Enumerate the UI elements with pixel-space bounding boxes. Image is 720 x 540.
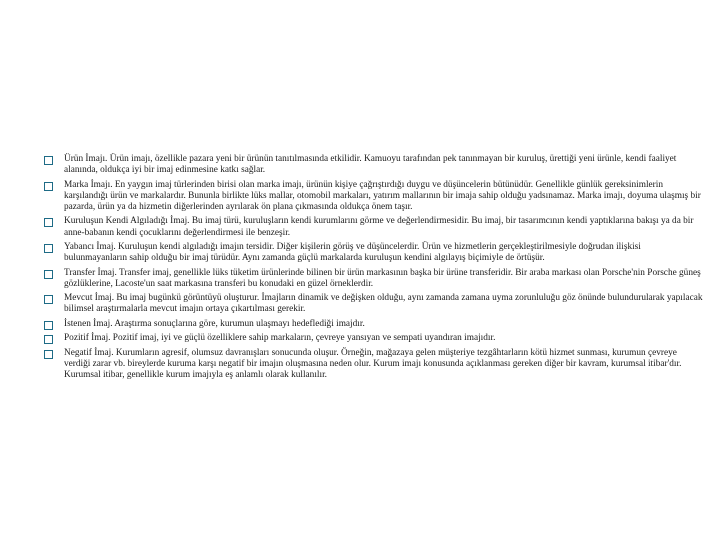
list-item (44, 348, 704, 382)
square-bullet-icon (44, 270, 53, 279)
square-bullet-icon (44, 156, 53, 165)
list-item (44, 216, 704, 238)
square-bullet-icon (44, 321, 53, 330)
list-item-text: Ürün İmajı. Ürün imajı, özellikle pazara yeni bir ürünün tanıtılmasında etkilidir. Kamuoyu tarafından pek tanınmayan bir kuruluş, ürettiği yeni ürünle, kendi faaliyet alanında, oldukça iyi bir imaj edinmesine katkı sağlar. (64, 154, 677, 176)
list-item (44, 242, 704, 264)
list-item-text: Negatif İmaj. Kurumların agresif, olumsuz davranışları sonucunda oluşur. Örneğin, mağazaya gelen müşteriye tezgâhtarların kötü hizmet sunması, kurumun çevreye verdiği zarar vb. bireylerde kuruma karşı negatif bir imajın oluşmasına neden olur. Kurum imajı konusunda açıklanması gereken diğer bir kavram, kurumsal itibar'dır. Kurumsal itibar, genellikle kurum imajıyla eş anlamlı olarak kullanılır. (64, 347, 682, 380)
square-bullet-icon (44, 218, 53, 227)
list-item-text: Marka İmajı. En yaygın imaj türlerinden birisi olan marka imajı, ürünün kişiye çağrıştırdığı duygu ve düşüncelerin bütünüdür. Genellikle günlük gereksinimlerin karşılandığı ürün ve markalardır. Bununla birlikte lüks mallar, otomobil markaları, yatırım mallarının bir imaja sahip olduğu yadsınamaz. Marka imajı, doyuma ulaşmış bir pazarda, ürün ya da hizmetin diğerlerinden ayrılarak ön plana çıkmasında oldukça önem taşır. (64, 179, 701, 212)
list-item-text: İstenen İmaj. Araştırma sonuçlarına göre, kurumun ulaşmayı hedeflediği imajdır. (64, 318, 365, 329)
square-bullet-icon (44, 295, 53, 304)
list-item (44, 333, 704, 344)
list-item (44, 180, 704, 214)
square-bullet-icon (44, 335, 53, 344)
list-item (44, 268, 704, 290)
bullet-list (44, 154, 704, 384)
square-bullet-icon (44, 182, 53, 191)
list-item-text: Pozitif İmaj. Pozitif imaj, iyi ve güçlü özelliklere sahip markaların, çevreye yansıyan ve sempati uyandıran imajıdır. (64, 333, 496, 344)
list-item-text: Transfer İmaj. Transfer imaj, genellikle lüks tüketim ürünlerinde bilinen bir ürün markasının başka bir ürüne transferidir. Bir araba markası olan Porsche'nin Porsche güneş gözlüklerine, Lacoste'un saat markasına transferi bu konudaki en güzel örneklerdir. (64, 267, 701, 289)
list-item-text: Yabancı İmaj. Kuruluşun kendi algıladığı imajın tersidir. Diğer kişilerin görüş ve düşüncelerdir. Ürün ve hizmetlerin gerçekleştirilmesiyle doğrudan ilişkisi bulunmayanların sahip olduğu bir imaj türüdür. Aynı zamanda güçlü markalarda kuruluşun kendini algılayış biçimiyle de örtüşür. (64, 241, 641, 264)
list-item (44, 293, 704, 315)
list-item-text: Mevcut İmaj. Bu imaj bugünkü görüntüyü oluşturur. İmajların dinamik ve değişken olduğu, aynı zamanda zamana uyma zorunluluğu göz önünde bulundurularak yapılacak bilimsel araştırmalarla mevcut imajın ortaya çıkartılması gerekir. (64, 293, 703, 315)
list-item-text: Kuruluşun Kendi Algıladığı İmaj. Bu imaj türü, kuruluşların kendi kurumlarını görme ve değerlendirmesidir. Bu imaj, bir tasarımcının kendi yaptıklarına bakışı ya da bir anne-babanın kendi çocuklarını değerlendirmesi ile benzeşir. (64, 216, 694, 238)
square-bullet-icon (44, 350, 53, 359)
list-item (44, 154, 704, 176)
list-item (44, 319, 704, 330)
square-bullet-icon (44, 244, 53, 253)
